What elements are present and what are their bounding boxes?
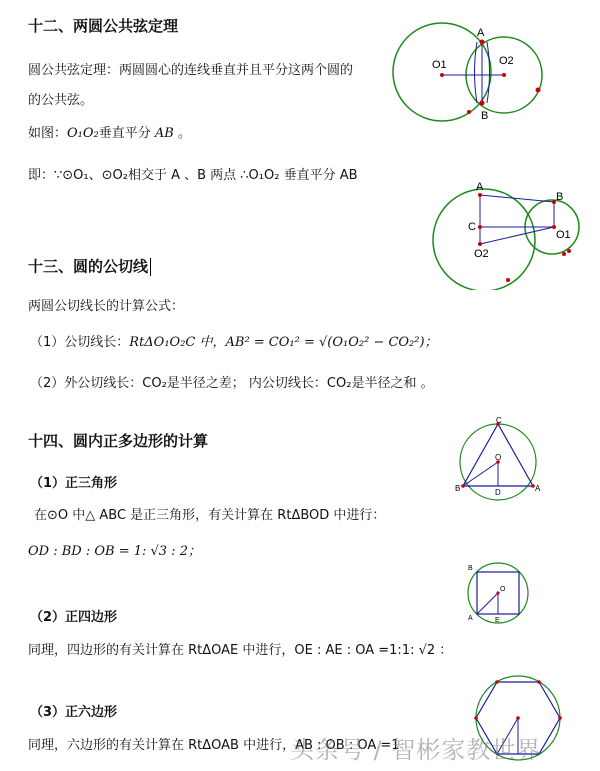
label-o1: O1 xyxy=(556,229,571,241)
circle-big xyxy=(433,189,535,290)
point-a xyxy=(478,193,482,197)
section-13-title: 十三、圆的公切线 xyxy=(28,258,151,276)
theorem-definition-line1: 圆公共弦定理：两圆圆心的连线垂直并且平分这两个圆的 xyxy=(28,63,354,78)
label-o2: O2 xyxy=(474,248,489,260)
point-c xyxy=(478,225,482,229)
formula-intro: 两圆公切线长的计算公式： xyxy=(28,299,185,314)
subsection-hexagon: （3）正六边形 xyxy=(30,705,118,720)
subsection-triangle: （1）正三角形 xyxy=(30,476,118,491)
watermark: 头条号 / 智彬家教世界 xyxy=(290,736,542,764)
point-o1 xyxy=(440,73,444,77)
figure-statement: 如图：O₁O₂垂直平分 AB 。 xyxy=(28,126,192,141)
label-b: B xyxy=(556,191,564,203)
figure-common-chord xyxy=(392,20,552,130)
label-c: C xyxy=(496,416,502,425)
triangle-ratio: OD : BD : OB = 1: √3 : 2； xyxy=(28,544,201,559)
label-a: A xyxy=(477,27,485,39)
arc-line-2 xyxy=(487,42,490,103)
formula-item-1: （1）公切线长：RtΔO₁O₂C 中，AB² = CO₁² = √(O₁O₂² − CO₂²)； xyxy=(30,335,438,350)
text-cursor xyxy=(150,258,151,276)
label-a: A xyxy=(535,484,541,493)
point-o2 xyxy=(502,73,506,77)
formula-item-2: （2）外公切线长：CO₂是半径之差； 内公切线长：CO₂是半径之和 。 xyxy=(30,376,434,391)
figure-inscribed-triangle xyxy=(455,415,547,505)
square-text: 同理，四边形的有关计算在 RtΔOAE 中进行，OE : AE : OA =1:1: √2 ： xyxy=(28,643,453,658)
label-o2: O2 xyxy=(499,55,514,67)
label-a: A xyxy=(468,615,473,622)
label-c: C xyxy=(468,221,476,233)
point-b xyxy=(480,101,485,106)
point-extra3 xyxy=(567,249,571,253)
segment-o2o1 xyxy=(480,227,554,244)
label-o1: O1 xyxy=(432,59,447,71)
point-extra2 xyxy=(562,252,566,256)
label-b: B xyxy=(481,110,489,122)
label-o: O xyxy=(500,586,506,593)
theorem-definition-line2: 的公共弦。 xyxy=(28,93,94,108)
proof-statement: 即：∵⊙O₁、⊙O₂相交于 A 、B 两点 ∴O₁O₂ 垂直平分 AB xyxy=(28,168,358,183)
figure-inscribed-square xyxy=(465,560,535,628)
figure-common-tangent xyxy=(428,180,588,290)
point-extra xyxy=(536,88,541,93)
label-b: B xyxy=(468,565,473,572)
hexagon-text: 同理，六边形的有关计算在 RtΔOAB 中进行，AB : OB : OA =1 xyxy=(28,738,400,753)
label-e: E xyxy=(495,617,500,624)
label-d: D xyxy=(495,488,501,497)
section-12-title: 十二、两圆公共弦定理 xyxy=(28,17,179,35)
point-extra xyxy=(506,278,510,282)
point-a xyxy=(480,40,485,45)
label-b: B xyxy=(455,484,461,493)
subsection-square: （2）正四边形 xyxy=(30,610,118,625)
section-14-title: 十四、圆内正多边形的计算 xyxy=(28,432,209,450)
point-o2 xyxy=(478,242,482,246)
label-o: O xyxy=(495,453,502,462)
label-a: A xyxy=(476,181,484,193)
triangle-text: 在⊙O 中△ ABC 是正三角形，有关计算在 RtΔBOD 中进行： xyxy=(34,508,386,523)
point-extra2 xyxy=(467,110,471,114)
